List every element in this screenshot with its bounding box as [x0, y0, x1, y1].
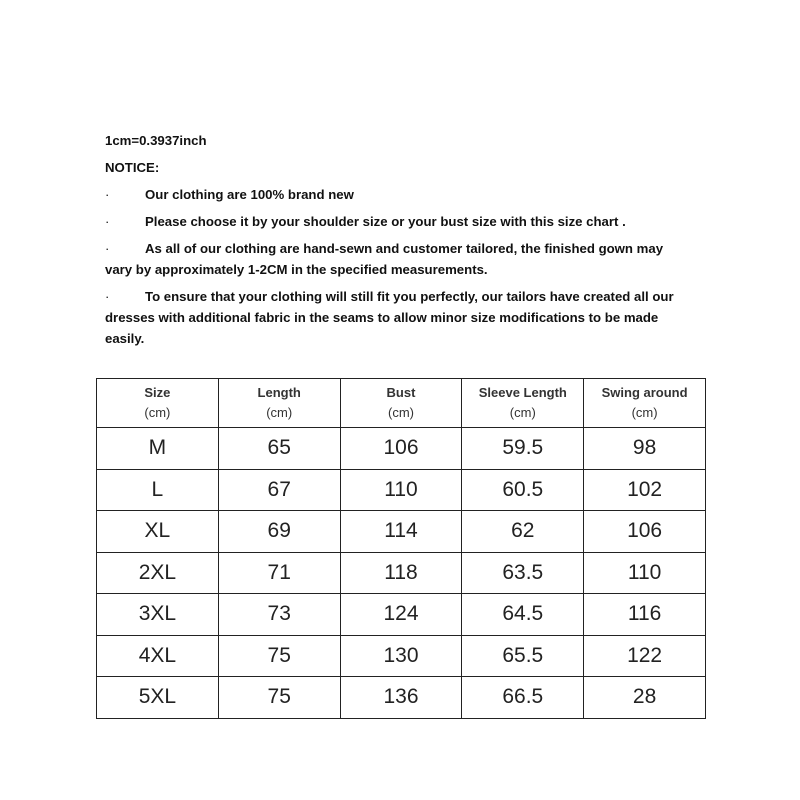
- size-chart-header: [97, 379, 706, 428]
- notice-item: [105, 184, 675, 205]
- measurement-cell: 59.5: [462, 428, 584, 470]
- notice-item: [105, 238, 675, 280]
- column-header-unit: (cm): [266, 405, 293, 420]
- column-header: [218, 379, 340, 428]
- bullet-icon: ·: [105, 214, 110, 229]
- measurement-cell: 71: [218, 552, 340, 594]
- size-chart-body: [97, 428, 706, 719]
- size-cell: XL: [97, 511, 219, 553]
- size-cell: 3XL: [97, 594, 219, 636]
- measurement-cell: 75: [218, 635, 340, 677]
- notice-text: To ensure that your clothing will still fit you perfectly, our tailors have created all our dresses with additional fabric in the seams to allow minor size modifications to be made easily.: [105, 289, 674, 346]
- measurement-cell: 64.5: [462, 594, 584, 636]
- column-header-name: Size: [144, 385, 171, 400]
- measurement-cell: 62: [462, 511, 584, 553]
- notice-section: [105, 130, 675, 349]
- column-header-unit: (cm): [631, 405, 658, 420]
- measurement-cell: 118: [340, 552, 462, 594]
- bullet-icon: ·: [105, 289, 110, 304]
- measurement-cell: 114: [340, 511, 462, 553]
- column-header-unit: (cm): [387, 405, 414, 420]
- column-header: [97, 379, 219, 428]
- size-cell: 2XL: [97, 552, 219, 594]
- column-header: [584, 379, 706, 428]
- column-header-unit: (cm): [509, 405, 536, 420]
- column-header-unit: (cm): [144, 405, 171, 420]
- bullet-icon: ·: [105, 187, 110, 202]
- table-row: [97, 635, 706, 677]
- measurement-cell: 130: [340, 635, 462, 677]
- measurement-cell: 136: [340, 677, 462, 719]
- column-header: [340, 379, 462, 428]
- size-cell: L: [97, 469, 219, 511]
- measurement-cell: 73: [218, 594, 340, 636]
- table-row: [97, 552, 706, 594]
- column-header-name: Swing around: [601, 385, 688, 400]
- measurement-cell: 102: [584, 469, 706, 511]
- column-header: [462, 379, 584, 428]
- notice-heading: NOTICE:: [105, 160, 160, 175]
- measurement-cell: 122: [584, 635, 706, 677]
- column-header-name: Bust: [386, 385, 416, 400]
- column-header-name: Length: [257, 385, 301, 400]
- notice-text: Please choose it by your shoulder size or your bust size with this size chart .: [145, 214, 626, 229]
- measurement-cell: 110: [340, 469, 462, 511]
- measurement-cell: 98: [584, 428, 706, 470]
- measurement-cell: 65.5: [462, 635, 584, 677]
- unit-conversion: 1cm=0.3937inch: [105, 133, 207, 148]
- notice-text: As all of our clothing are hand-sewn and customer tailored, the finished gown may vary by approximately 1-2CM in the specified measurements.: [105, 241, 664, 277]
- measurement-cell: 60.5: [462, 469, 584, 511]
- measurement-cell: 63.5: [462, 552, 584, 594]
- table-row: [97, 594, 706, 636]
- table-row: [97, 428, 706, 470]
- size-cell: 4XL: [97, 635, 219, 677]
- table-row: [97, 469, 706, 511]
- notice-text: Our clothing are 100% brand new: [145, 187, 354, 202]
- bullet-icon: ·: [105, 241, 110, 256]
- measurement-cell: 110: [584, 552, 706, 594]
- size-cell: M: [97, 428, 219, 470]
- measurement-cell: 66.5: [462, 677, 584, 719]
- measurement-cell: 28: [584, 677, 706, 719]
- column-header-name: Sleeve Length: [478, 385, 567, 400]
- measurement-cell: 106: [584, 511, 706, 553]
- measurement-cell: 106: [340, 428, 462, 470]
- table-row: [97, 511, 706, 553]
- size-cell: 5XL: [97, 677, 219, 719]
- table-row: [97, 677, 706, 719]
- notice-item: [105, 211, 675, 232]
- measurement-cell: 67: [218, 469, 340, 511]
- header-row: [97, 379, 706, 428]
- measurement-cell: 69: [218, 511, 340, 553]
- notice-item: [105, 286, 675, 349]
- measurement-cell: 75: [218, 677, 340, 719]
- measurement-cell: 124: [340, 594, 462, 636]
- measurement-cell: 65: [218, 428, 340, 470]
- measurement-cell: 116: [584, 594, 706, 636]
- size-chart-table: [96, 378, 706, 719]
